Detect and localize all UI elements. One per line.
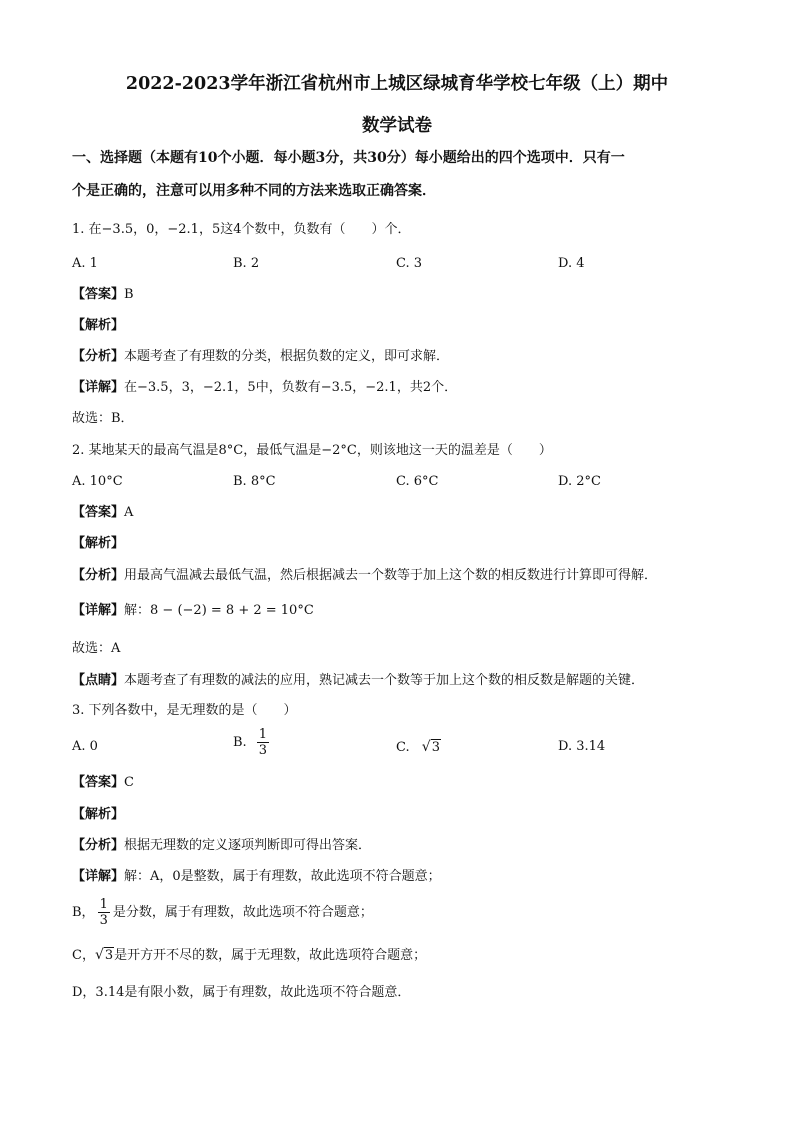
q3-xiangjie-d: D，3.14是有限小数，属于有理数，故此选项不符合题意． <box>72 985 411 1000</box>
q3-analysis-tag: 【解析】 <box>72 807 125 822</box>
q1-choose: 故选：B． <box>72 411 134 426</box>
q1-option-b: B. 2 <box>233 256 260 271</box>
sqrt-expression <box>422 737 441 758</box>
q3-xiangjie-b <box>72 897 373 928</box>
q1-analysis-tag: 【解析】 <box>72 318 125 333</box>
q2-option-b: B. 8°C <box>233 474 276 489</box>
fenxi-text: 根据无理数的定义逐项判断即可得出答案． <box>124 838 372 853</box>
fraction-denominator: 3 <box>99 913 108 928</box>
exam-title-line1: 2022-2023学年浙江省杭州市上城区绿城育华学校七年级（上）期中 <box>125 74 669 94</box>
fenxi-text: 本题考查了有理数的分类，根据负数的定义，即可求解． <box>124 349 450 364</box>
q3-option-c <box>396 737 441 758</box>
q3-xiangjie-a <box>72 867 441 887</box>
fraction-denominator: 3 <box>258 743 267 758</box>
xiangjie-text: 解：A，0是整数，属于有理数，故此选项不符合题意； <box>124 869 441 884</box>
xiangjie-formula: 8 − (−2) = 8 + 2 = 10°C <box>150 603 314 618</box>
q1-xiangjie <box>72 378 457 398</box>
q3-xiangjie-c <box>72 945 426 966</box>
q2-option-c: C. 6°C <box>396 474 439 489</box>
q3-stem: 3. 下列各数中，是无理数的是（ ） <box>72 703 297 718</box>
q2-option-a: A. 10°C <box>72 474 123 489</box>
q2-xiangjie <box>72 601 314 621</box>
fenxi-tag: 【分析】 <box>72 838 125 853</box>
q2-option-d: D. 2°C <box>558 474 601 489</box>
sqrt-icon: √ <box>421 739 431 755</box>
fenxi-text: 用最高气温减去最低气温，然后根据减去一个数等于加上这个数的相反数进行计算即可得解． <box>124 568 658 583</box>
q2-fenxi <box>72 566 657 586</box>
q2-analysis-tag: 【解析】 <box>72 536 125 551</box>
q2-stem: 2. 某地某天的最高气温是8°C，最低气温是−2°C，则该地这一天的温差是（ ） <box>72 443 552 458</box>
c-text: 是开方开不尽的数，属于无理数，故此选项符合题意； <box>114 948 427 963</box>
c-prefix: C， <box>72 948 95 963</box>
section-instructions-line2: 个是正确的，注意可以用多种不同的方法来选取正确答案． <box>72 183 436 199</box>
xiangjie-prefix: 解： <box>124 603 151 618</box>
q3-fenxi <box>72 836 371 856</box>
answer-value: C <box>124 775 134 790</box>
q3-option-b <box>233 727 272 758</box>
exam-title-line2: 数学试卷 <box>362 116 432 136</box>
xiangjie-text: 在−3.5，3，−2.1，5中，负数有−3.5，−2.1，共2个． <box>124 380 458 395</box>
q3-option-a: A. 0 <box>72 739 98 754</box>
fraction <box>98 897 110 928</box>
q1-fenxi <box>72 347 449 367</box>
q2-answer <box>72 503 133 523</box>
q2-dianjing <box>72 671 644 691</box>
section-instructions-line1: 一、选择题（本题有10个小题．每小题3分，共30分）每小题给出的四个选项中．只有一 <box>72 150 625 166</box>
fraction-numerator: 1 <box>258 727 267 742</box>
q1-answer <box>72 285 134 305</box>
q1-option-a: A. 1 <box>72 256 98 271</box>
fraction <box>257 727 269 758</box>
sqrt-radicand: 3 <box>431 740 440 755</box>
answer-tag: 【答案】 <box>72 775 125 790</box>
dianjing-text: 本题考查了有理数的减法的应用，熟记减去一个数等于加上这个数的相反数是解题的关键． <box>124 673 645 688</box>
option-b-prefix: B. <box>233 734 247 750</box>
answer-value: A <box>124 505 134 520</box>
b-prefix: B， <box>72 904 95 920</box>
q1-option-d: D. 4 <box>558 256 585 271</box>
answer-tag: 【答案】 <box>72 505 125 520</box>
q1-stem: 1. 在−3.5，0，−2.1，5这4个数中，负数有（ ）个． <box>72 222 411 237</box>
b-text: 是分数，属于有理数，故此选项不符合题意； <box>112 904 373 920</box>
fraction-numerator: 1 <box>99 897 108 912</box>
answer-value: B <box>124 287 134 302</box>
sqrt-expression <box>95 945 114 966</box>
fenxi-tag: 【分析】 <box>72 568 125 583</box>
q3-answer <box>72 773 134 793</box>
option-c-prefix: C. <box>396 740 410 755</box>
fenxi-tag: 【分析】 <box>72 349 125 364</box>
xiangjie-tag: 【详解】 <box>72 869 125 884</box>
xiangjie-tag: 【详解】 <box>72 380 125 395</box>
dianjing-tag: 【点睛】 <box>72 673 125 688</box>
sqrt-icon: √ <box>94 947 104 963</box>
sqrt-radicand: 3 <box>104 948 114 963</box>
xiangjie-tag: 【详解】 <box>72 603 125 618</box>
q1-option-c: C. 3 <box>396 256 423 271</box>
q2-choose: 故选：A <box>72 641 121 656</box>
answer-tag: 【答案】 <box>72 287 125 302</box>
q3-option-d: D. 3.14 <box>558 739 606 754</box>
